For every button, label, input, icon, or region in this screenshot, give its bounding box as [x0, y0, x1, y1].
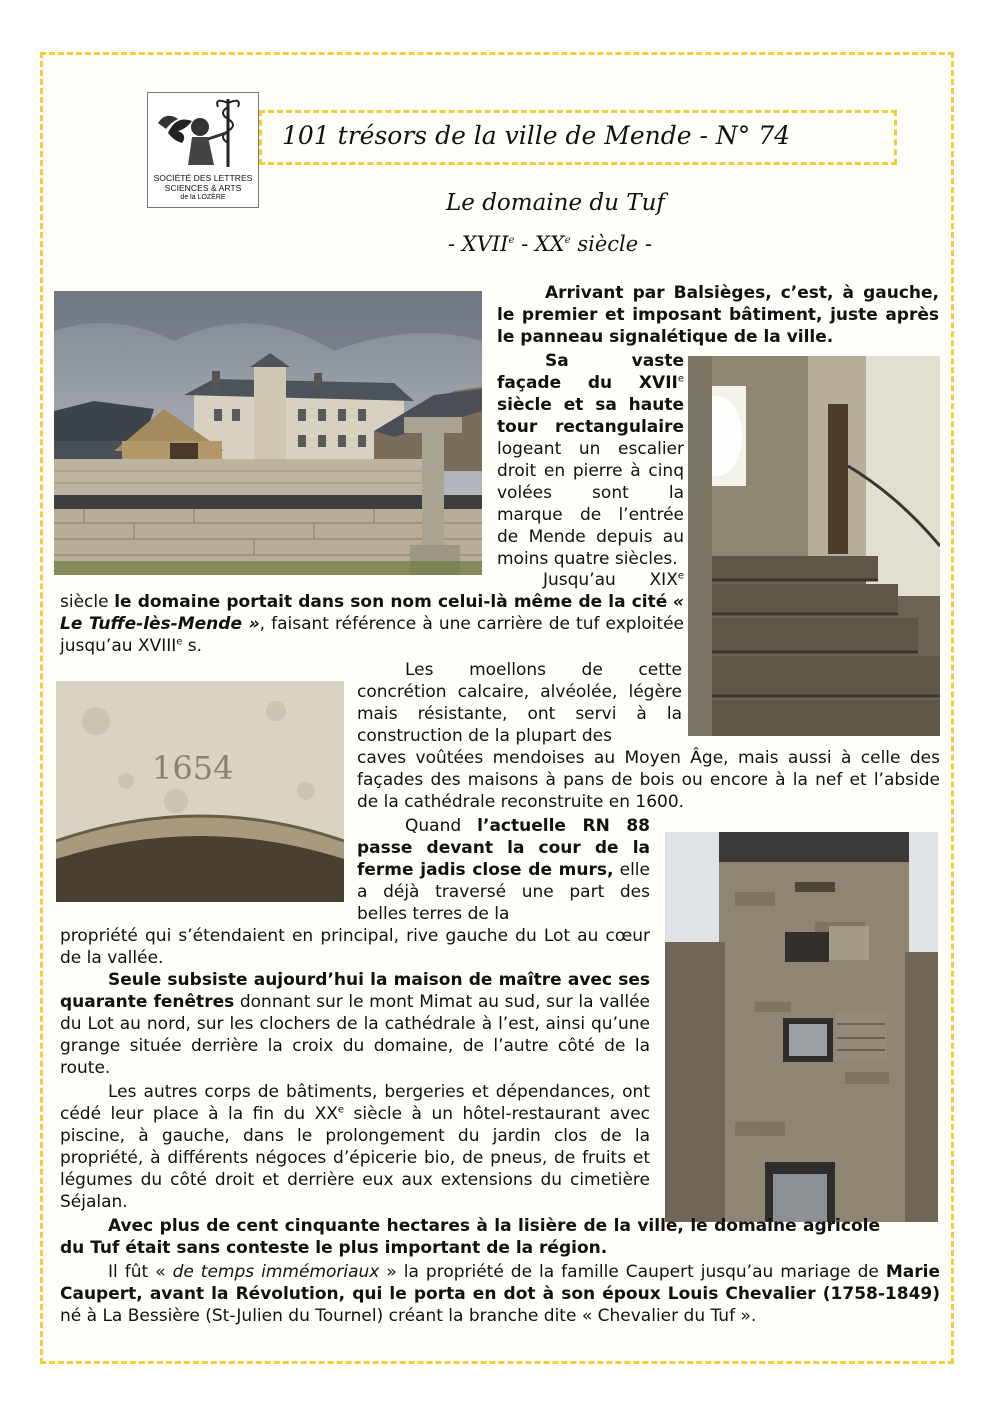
paragraph-corps-batiments: Les autres corps de bâtiments, bergeries et dépendances, ont cédé leur place à la fin du XXe siècle à un hôtel-restaurant avec piscine, à gauche, dans le prolongement du jardin clos de la propriété, à différents négoces d’épicerie bio, de pneus, de fruits et légumes du côté droit et derrière eux aux extensions du cimetière Séjalan.	[60, 1082, 650, 1212]
logo-line2: SCIENCES & ARTS	[164, 183, 242, 193]
photo-linteau-1654	[56, 681, 344, 902]
paragraph-hectares: Avec plus de cent cinquante hectares à la lisière de la ville, le domaine agricole du Tuf était sans conteste le plus important de la région.	[60, 1216, 880, 1258]
photo-escalier-image	[688, 356, 940, 736]
photo-escalier	[688, 356, 940, 736]
paragraph-arrival: Arrivant par Balsièges, c’est, à gauche, le premier et imposant bâtiment, juste après le panneau signalétique de la ville.	[497, 283, 939, 347]
photo-tour-image	[665, 832, 938, 1222]
photo-domaine-facade-image	[54, 291, 482, 575]
photo-domaine-facade	[54, 291, 482, 575]
page-title: 101 trésors de la ville de Mende - N° 74	[282, 121, 791, 150]
hermes-emblem-icon	[148, 93, 258, 173]
photo-linteau-image	[56, 681, 344, 902]
page-subtitle: Le domaine du Tuf	[446, 190, 665, 216]
paragraph-rn88-b: propriété qui s’étendaient en principal, rive gauche du Lot au cœur de la vallée.	[60, 926, 650, 968]
paragraph-maison-maitre: Seule subsiste aujourd’hui la maison de maître avec ses quarante fenêtres donnant sur le mont Mimat au sud, sur la vallée du Lot au nord, sur les clochers de la cathédrale à l’est, ainsi qu’une grange située derrière la croix du domaine, de l’autre côté de la route.	[60, 970, 651, 1078]
paragraph-rn88-a: Quand l’actuelle RN 88 passe devant la cour de la ferme jadis close de murs, elle a déjà traversé une part des belles terres de la	[357, 816, 651, 924]
century-label: - XVIIe - XXe siècle -	[448, 232, 652, 256]
paragraph-facade: Sa vaste façade du XVIIe siècle et sa haute tour rectangulaire logeant un escalier droit en pierre à cinq volées sont la marque de l’entrée de Mende depuis au moins quatre siècles.	[497, 351, 684, 569]
society-logo	[147, 92, 259, 208]
paragraph-name-history: Jusqu’au XIXe siècle le domaine portait dans son nom celui-là même de la cité « Le Tuffe-lès-Mende », faisant référence à une carrière de tuf exploitée jusqu’au XVIIIe s.	[60, 570, 684, 656]
photo-tour	[665, 832, 938, 1222]
paragraph-moellons-b: caves voûtées mendoises au Moyen Âge, mais aussi à celle des façades des maisons à pans de bois ou encore à la nef et l’abside de la cathédrale reconstruite en 1600.	[357, 748, 940, 812]
lintel-date-carving: 1654	[152, 749, 234, 787]
logo-line3: de la LOZÈRE	[180, 194, 226, 201]
paragraph-moellons-a: Les moellons de cette concrétion calcaire, alvéolée, légère mais résistante, ont servi à la construction de la plupart des	[357, 660, 682, 746]
logo-line1: SOCIÉTÉ DES LETTRES	[153, 173, 253, 183]
paragraph-caupert: Il fût « de temps immémoriaux » la propriété de la famille Caupert jusqu’au mariage de Marie Caupert, avant la Révolution, qui le porta en dot à son époux Louis Chevalier (1758-1849) né à La Bessière (St-Julien du Tournel) créant la branche dite « Chevalier du Tuf ».	[60, 1262, 940, 1326]
